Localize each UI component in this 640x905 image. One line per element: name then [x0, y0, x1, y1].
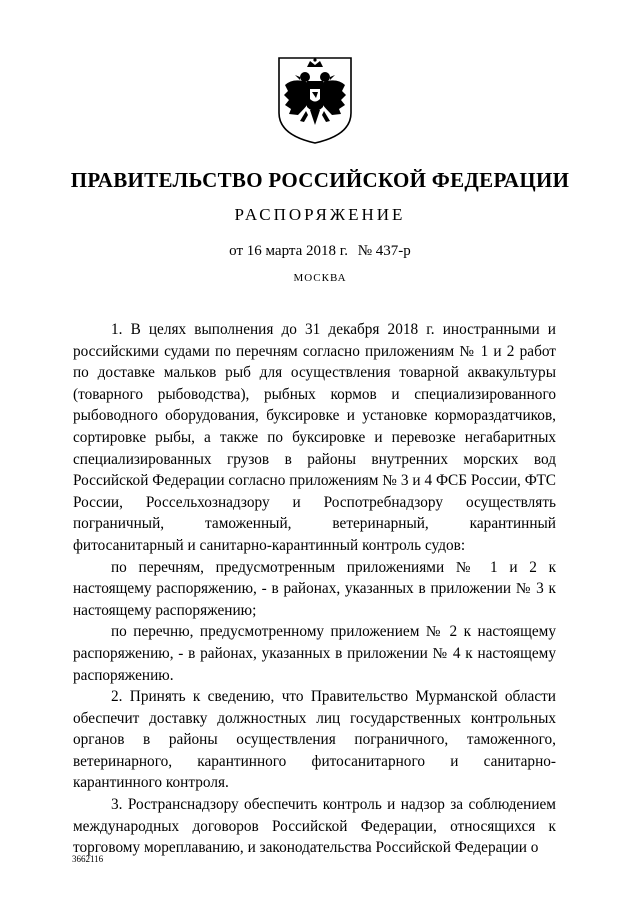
document-city: МОСКВА [293, 272, 347, 284]
document-date-line [0, 243, 640, 260]
document-date: от 16 марта 2018 г. [229, 243, 348, 259]
paragraph-3: 3. Ространснадзору обеспечить контроль и надзор за соблюдением международных договоров Российской Федерации, относящихся к торговому мореплаванию, и законодательства Российской Федерации о [73, 796, 556, 857]
paragraph-1-sub-1: по перечням, предусмотренным приложениями № 1 и 2 к настоящему распоряжению, - в районах, указанных в приложении № 3 к настоящему распоряжению; [73, 558, 556, 619]
paragraph-2: 2. Принять к сведению, что Правительство Мурманской области обеспечит доставку должностных лиц государственных контрольных органов в районы осуществления пограничного, таможенного, ветеринарного, карантинного фитосанитарного и санитарно-карантинного контроля. [73, 688, 556, 792]
document-number: № 437-р [357, 243, 411, 259]
paragraph-1-sub-2: по перечню, предусмотренному приложением № 2 к настоящему распоряжению, - в районах, указанных в приложении № 4 к настоящему распоряжению. [73, 623, 556, 684]
document-type: РАСПОРЯЖЕНИЕ [234, 205, 406, 224]
footer-document-code: 3662116 [72, 854, 104, 864]
government-title: ПРАВИТЕЛЬСТВО РОССИЙСКОЙ ФЕДЕРАЦИИ [70, 168, 570, 192]
document-body [73, 319, 556, 859]
paragraph-1: 1. В целях выполнения до 31 декабря 2018 г. иностранными и российскими судами по перечням согласно приложениям № 1 и 2 работ по доставке мальков рыб для осуществления товарной аквакультуры (товарного рыбоводства), рыбных кормов и специализированного рыбоводного оборудования, буксировке и установке кормораздатчиков, сортировке рыбы, а также по буксировке и перевозке негабаритных специализированных грузов в районы внутренних морских вод Российской Федерации согласно приложениям № 3 и 4 ФСБ России, ФТС России, Россельхознадзору и Роспотребнадзору осуществлять пограничный, таможенный, ветеринарный, карантинный фитосанитарный и санитарно-карантинный контроль судов: [73, 321, 556, 554]
coat-of-arms-icon [276, 55, 354, 145]
